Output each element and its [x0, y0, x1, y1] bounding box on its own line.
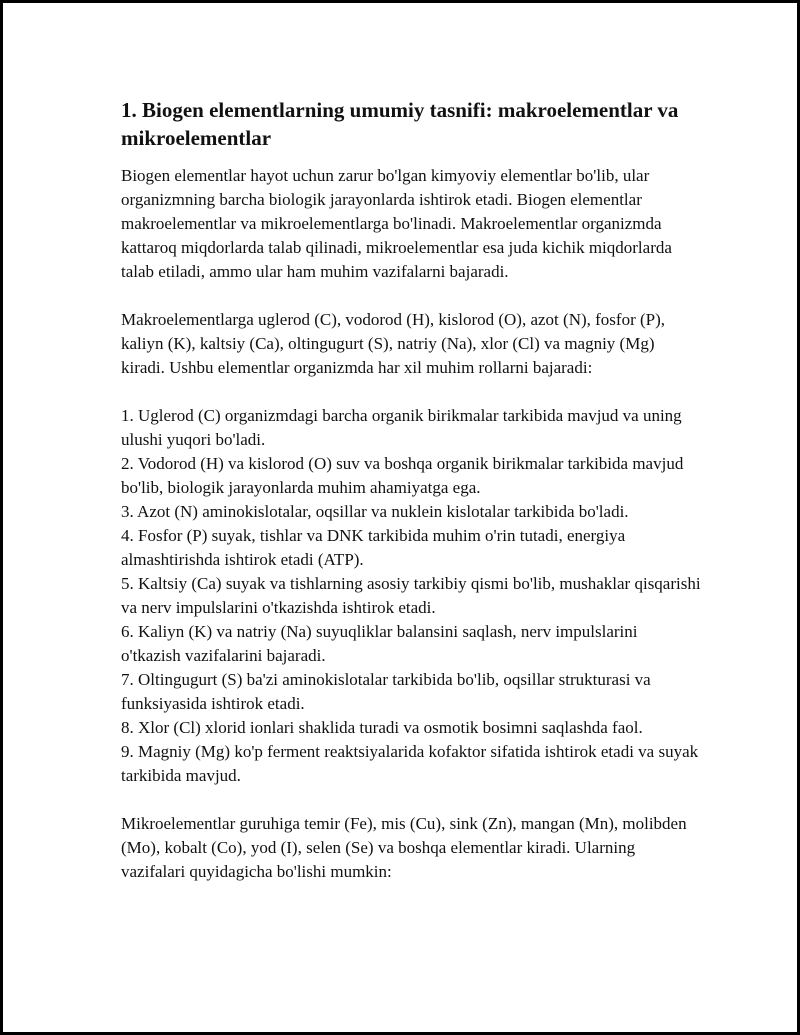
list-item: 3. Azot (N) aminokislotalar, oqsillar va nuklein kislotalar tarkibida bo'ladi.	[121, 502, 629, 521]
microelements-paragraph: Mikroelementlar guruhiga temir (Fe), mis (Cu), sink (Zn), mangan (Mn), molibden (Mo), kobalt (Co), yod (I), selen (Se) va boshqa elementlar kiradi. Ularning vazifalari quyidagicha bo'lishi mumkin:	[121, 814, 687, 881]
paragraph-spacer	[121, 380, 701, 404]
list-item: 5. Kaltsiy (Ca) suyak va tishlarning asosiy tarkibiy qismi bo'lib, mushaklar qisqarishi va nerv impulslarini o'tkazishda ishtirok etadi.	[121, 574, 701, 617]
macroelements-paragraph: Makroelementlarga uglerod (C), vodorod (H), kislorod (O), azot (N), fosfor (P), kaliyn (K), kaltsiy (Ca), oltingugurt (S), natriy (Na), xlor (Cl) va magniy (Mg) kiradi. Ushbu elementlar organizmda har xil muhim rollarni bajaradi:	[121, 310, 666, 377]
document-body	[121, 96, 701, 884]
paragraph-spacer	[121, 284, 701, 308]
list-item: 4. Fosfor (P) suyak, tishlar va DNK tarkibida muhim o'rin tutadi, energiya almashtirishda ishtirok etadi (ATP).	[121, 526, 626, 569]
intro-paragraph: Biogen elementlar hayot uchun zarur bo'lgan kimyoviy elementlar bo'lib, ular organizmning barcha biologik jarayonlarda ishtirok etadi. Biogen elementlar makroelementlar va mikroelementlarga bo'linadi. Makroelementlar organizmda kattaroq miqdorlarda talab qilinadi, mikroelementlar esa juda kichik miqdorlarda talab etiladi, ammo ular ham muhim vazifalarni bajaradi.	[121, 166, 672, 281]
paragraph-spacer	[121, 788, 701, 812]
list-item: 6. Kaliyn (K) va natriy (Na) suyuqliklar balansini saqlash, nerv impulslarini o'tkazish vazifalarini bajaradi.	[121, 622, 638, 665]
list-item: 2. Vodorod (H) va kislorod (O) suv va boshqa organik birikmalar tarkibida mavjud bo'lib, biologik jarayonlarda muhim ahamiyatga ega.	[121, 454, 684, 497]
list-item: 7. Oltingugurt (S) ba'zi aminokislotalar tarkibida bo'lib, oqsillar strukturasi va funksiyasida ishtirok etadi.	[121, 670, 651, 713]
list-item: 1. Uglerod (C) organizmdagi barcha organik birikmalar tarkibida mavjud va uning ulushi yuqori bo'ladi.	[121, 406, 682, 449]
section-title: 1. Biogen elementlarning umumiy tasnifi: makroelementlar va mikroelementlar	[121, 98, 679, 150]
list-item: 9. Magniy (Mg) ko'p ferment reaktsiyalarida kofaktor sifatida ishtirok etadi va suyak tarkibida mavjud.	[121, 742, 699, 785]
macroelements-list	[121, 404, 701, 788]
list-item: 8. Xlor (Cl) xlorid ionlari shaklida turadi va osmotik bosimni saqlashda faol.	[121, 718, 643, 737]
